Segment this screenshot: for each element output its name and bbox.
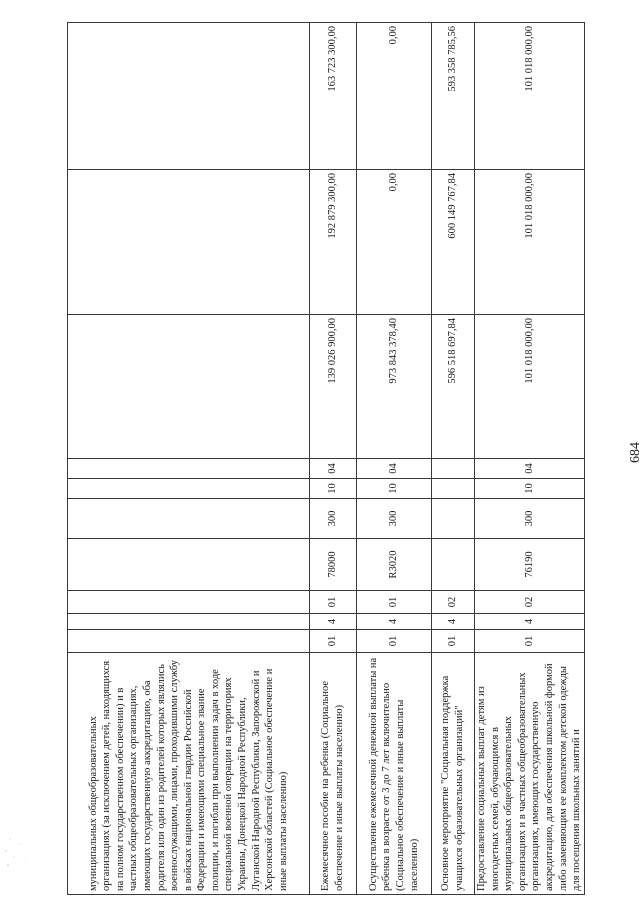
table-row [475, 23, 585, 895]
table-row [432, 23, 475, 895]
code-cell: 300 [475, 499, 585, 539]
amount-cell: 0,00 [357, 23, 432, 170]
code-cell [432, 499, 475, 539]
code-cell: 02 [432, 591, 475, 614]
page-number: 684 [628, 442, 643, 463]
code-cell: 02 [475, 591, 585, 614]
code-cell [432, 459, 475, 479]
code-cell: 4 [432, 614, 475, 630]
row-name: Ежемесячное пособие на ребенка (Социальное обеспечение и иные выплаты населению) [310, 653, 357, 895]
code-cell [432, 539, 475, 591]
code-cell [68, 614, 310, 630]
budget-table [67, 22, 585, 895]
row-name: муниципальных общеобразовательных организациях (за исключением детей, находящихся на полном государственном обеспечении) и в частных общеобразовательных организациях, имеющих государственную аккредитацию, оба родителя или один из родителей которых являлись военнослужащими, лицами, проходившими службу в войсках национальной гвардии Российской Федерации и имеющими специальное звание полиции, и погибли при выполнении задач в ходе специальной военной операции на территориях Украины, Донецкой Народной Республики, Луганской Народной Республики, Запорожской и Херсонской областей (Социальное обеспечение и иные выплаты населению) [68, 653, 310, 895]
code-cell [68, 630, 310, 653]
code-cell: 4 [310, 614, 357, 630]
table-row [357, 23, 432, 895]
code-cell: 4 [475, 614, 585, 630]
code-cell: 04 [357, 459, 432, 479]
amount-cell: 139 026 900,00 [310, 315, 357, 459]
table-row [310, 23, 357, 895]
code-cell: 78000 [310, 539, 357, 591]
code-cell [68, 591, 310, 614]
amount-cell: 973 843 378,40 [357, 315, 432, 459]
amount-cell [68, 23, 310, 170]
amount-cell [68, 315, 310, 459]
code-cell: 01 [310, 591, 357, 614]
code-cell: 300 [357, 499, 432, 539]
amount-cell: 101 018 000,00 [475, 170, 585, 315]
code-cell: 01 [310, 630, 357, 653]
code-cell: 10 [357, 479, 432, 499]
amount-cell: 101 018 000,00 [475, 23, 585, 170]
code-cell: 10 [310, 479, 357, 499]
amount-cell: 101 018 000,00 [475, 315, 585, 459]
code-cell [68, 539, 310, 591]
code-cell [68, 499, 310, 539]
amount-cell: 163 723 300,00 [310, 23, 357, 170]
amount-cell [68, 170, 310, 315]
code-cell: 10 [475, 479, 585, 499]
code-cell: 01 [432, 630, 475, 653]
scan-noise [0, 825, 40, 875]
amount-cell: 192 879 300,00 [310, 170, 357, 315]
code-cell: 04 [475, 459, 585, 479]
code-cell: 01 [357, 591, 432, 614]
code-cell: 04 [310, 459, 357, 479]
code-cell [432, 479, 475, 499]
code-cell: 4 [357, 614, 432, 630]
code-cell: 76190 [475, 539, 585, 591]
table-row [68, 23, 310, 895]
row-name: Предоставление социальных выплат детям из многодетных семей, обучающимся в муниципальных общеобразовательных организациях и в частных общеобразовательных организациях, имеющих государственную аккредитацию, для обеспечения школьной формой либо заменяющим ее комплектом детской одежды для посещения школьных занятий и [475, 653, 585, 895]
amount-cell: 593 358 785,56 [432, 23, 475, 170]
row-name: Осуществление ежемесячной денежной выплаты на ребенка в возрасте от 3 до 7 лет включительно (Социальное обеспечение и иные выплаты населению) [357, 653, 432, 895]
code-cell: 300 [310, 499, 357, 539]
code-cell: 01 [357, 630, 432, 653]
code-cell [68, 479, 310, 499]
row-name: Основное мероприятие "Социальная поддержка учащихся образовательных организаций" [432, 653, 475, 895]
amount-cell: 596 518 697,84 [432, 315, 475, 459]
amount-cell: 600 149 767,84 [432, 170, 475, 315]
code-cell [68, 459, 310, 479]
code-cell: 01 [475, 630, 585, 653]
amount-cell: 0,00 [357, 170, 432, 315]
code-cell: R3020 [357, 539, 432, 591]
